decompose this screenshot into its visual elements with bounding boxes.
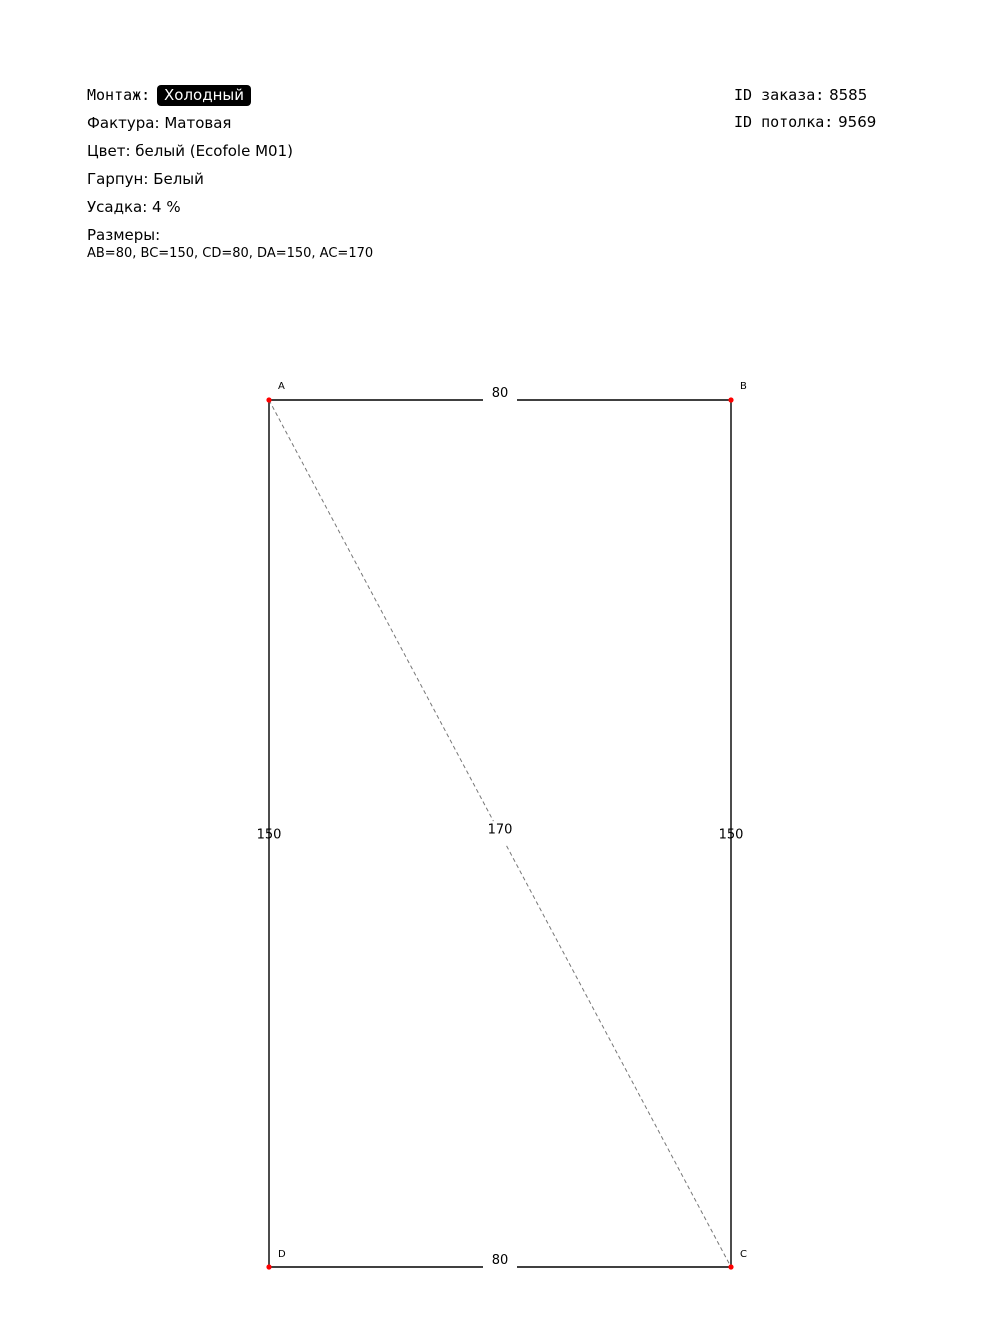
vertex-d-label: D <box>278 1249 286 1260</box>
mounting-badge: Холодный <box>157 85 251 106</box>
texture-value: Матовая <box>164 114 232 132</box>
texture-label: Фактура: <box>87 114 160 132</box>
order-id-label: ID заказа: <box>734 86 825 104</box>
vertex-c-point <box>728 1264 733 1269</box>
vertex-b-point <box>728 397 733 402</box>
sizes-values: AB=80, BC=150, CD=80, DA=150, AC=170 <box>87 246 374 261</box>
side-cd-length: 80 <box>491 1253 509 1268</box>
harpoon-value: Белый <box>153 170 204 188</box>
diagonal-ac-length: 170 <box>487 822 513 838</box>
shrinkage-value: 4 % <box>152 198 181 216</box>
vertex-c-label: C <box>740 1249 747 1260</box>
diagonal-ac-line <box>507 846 731 1267</box>
vertex-a-label: A <box>278 381 285 392</box>
ceiling-id-label: ID потолка: <box>734 113 834 131</box>
sizes-label: Размеры: <box>87 226 161 244</box>
ceiling-id-value: 9569 <box>838 113 877 131</box>
harpoon-label: Гарпун: <box>87 170 149 188</box>
vertex-b-label: B <box>740 381 747 392</box>
side-bc-length: 150 <box>718 827 744 843</box>
shrinkage-label: Усадка: <box>87 198 148 216</box>
side-da-length: 150 <box>256 827 282 843</box>
order-id-value: 8585 <box>829 86 868 104</box>
diagonal-ac-line <box>269 400 493 821</box>
vertex-d-point <box>266 1264 271 1269</box>
side-ab-length: 80 <box>491 386 509 401</box>
color-label: Цвет: <box>87 142 131 160</box>
color-value: белый (Ecofole M01) <box>135 142 293 160</box>
mounting-label: Монтаж: <box>87 86 151 104</box>
vertex-a-point <box>266 397 271 402</box>
